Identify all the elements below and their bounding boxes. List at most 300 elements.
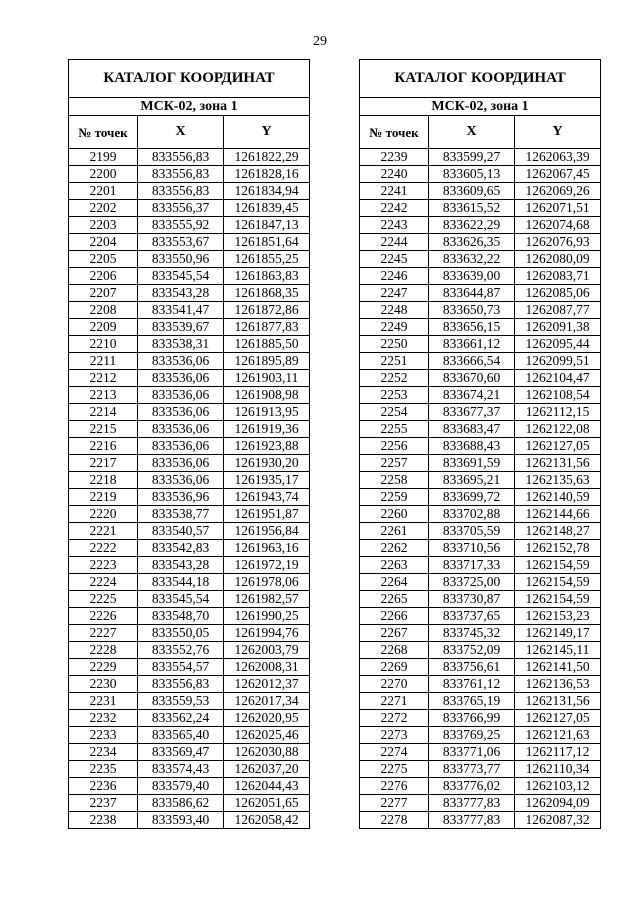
point-number-cell: 2251 xyxy=(360,353,429,370)
x-coordinate-cell: 833765,19 xyxy=(429,693,515,710)
y-coordinate-cell: 1262008,31 xyxy=(224,659,310,676)
point-number-cell: 2265 xyxy=(360,591,429,608)
table-row xyxy=(69,676,310,693)
point-number-cell: 2250 xyxy=(360,336,429,353)
x-coordinate-cell: 833677,37 xyxy=(429,404,515,421)
table-row xyxy=(360,812,601,829)
point-number-cell: 2252 xyxy=(360,370,429,387)
point-number-cell: 2203 xyxy=(69,217,138,234)
point-number-cell: 2201 xyxy=(69,183,138,200)
table-row xyxy=(360,285,601,302)
y-coordinate-cell: 1262127,05 xyxy=(515,710,601,727)
point-number-cell: 2214 xyxy=(69,404,138,421)
table-row xyxy=(69,761,310,778)
x-coordinate-cell: 833776,02 xyxy=(429,778,515,795)
y-coordinate-cell: 1262085,06 xyxy=(515,285,601,302)
table-row xyxy=(360,744,601,761)
y-coordinate-cell: 1262149,17 xyxy=(515,625,601,642)
point-number-cell: 2274 xyxy=(360,744,429,761)
point-number-cell: 2208 xyxy=(69,302,138,319)
point-number-cell: 2264 xyxy=(360,574,429,591)
x-coordinate-cell: 833593,40 xyxy=(138,812,224,829)
point-number-cell: 2225 xyxy=(69,591,138,608)
table-row xyxy=(360,693,601,710)
table-row xyxy=(69,370,310,387)
point-number-cell: 2230 xyxy=(69,676,138,693)
x-coordinate-cell: 833725,00 xyxy=(429,574,515,591)
point-number-cell: 2210 xyxy=(69,336,138,353)
x-coordinate-cell: 833702,88 xyxy=(429,506,515,523)
point-number-cell: 2199 xyxy=(69,149,138,166)
x-coordinate-cell: 833542,83 xyxy=(138,540,224,557)
table-row xyxy=(360,710,601,727)
x-coordinate-cell: 833644,87 xyxy=(429,285,515,302)
table-row xyxy=(360,319,601,336)
catalog-body xyxy=(360,149,601,829)
table-row xyxy=(360,540,601,557)
x-coordinate-cell: 833688,43 xyxy=(429,438,515,455)
table-row xyxy=(360,234,601,251)
x-coordinate-cell: 833695,21 xyxy=(429,472,515,489)
y-coordinate-cell: 1261855,25 xyxy=(224,251,310,268)
y-coordinate-cell: 1262087,32 xyxy=(515,812,601,829)
point-number-cell: 2229 xyxy=(69,659,138,676)
x-coordinate-cell: 833579,40 xyxy=(138,778,224,795)
y-coordinate-cell: 1261956,84 xyxy=(224,523,310,540)
y-coordinate-cell: 1262063,39 xyxy=(515,149,601,166)
x-coordinate-cell: 833737,65 xyxy=(429,608,515,625)
y-coordinate-cell: 1262012,37 xyxy=(224,676,310,693)
table-row xyxy=(360,608,601,625)
x-coordinate-cell: 833639,00 xyxy=(429,268,515,285)
table-row xyxy=(69,455,310,472)
x-coordinate-cell: 833536,06 xyxy=(138,455,224,472)
table-row xyxy=(360,489,601,506)
x-coordinate-cell: 833536,06 xyxy=(138,472,224,489)
x-coordinate-cell: 833773,77 xyxy=(429,761,515,778)
y-coordinate-cell: 1261847,13 xyxy=(224,217,310,234)
point-number-cell: 2248 xyxy=(360,302,429,319)
table-row xyxy=(360,523,601,540)
table-row xyxy=(69,268,310,285)
point-number-cell: 2200 xyxy=(69,166,138,183)
x-coordinate-cell: 833536,06 xyxy=(138,421,224,438)
table-row xyxy=(360,166,601,183)
x-coordinate-cell: 833605,13 xyxy=(429,166,515,183)
table-row xyxy=(360,336,601,353)
x-coordinate-cell: 833674,21 xyxy=(429,387,515,404)
point-number-cell: 2220 xyxy=(69,506,138,523)
table-row xyxy=(69,693,310,710)
y-coordinate-cell: 1261863,83 xyxy=(224,268,310,285)
y-coordinate-cell: 1262083,71 xyxy=(515,268,601,285)
point-number-cell: 2232 xyxy=(69,710,138,727)
y-coordinate-cell: 1262087,77 xyxy=(515,302,601,319)
table-row xyxy=(360,557,601,574)
catalog-title: КАТАЛОГ КООРДИНАТ xyxy=(360,60,601,98)
y-coordinate-cell: 1261839,45 xyxy=(224,200,310,217)
y-coordinate-cell: 1262145,11 xyxy=(515,642,601,659)
table-row xyxy=(360,387,601,404)
table-row xyxy=(360,268,601,285)
table-row xyxy=(69,744,310,761)
x-coordinate-cell: 833556,37 xyxy=(138,200,224,217)
point-number-cell: 2219 xyxy=(69,489,138,506)
y-coordinate-cell: 1261930,20 xyxy=(224,455,310,472)
y-coordinate-cell: 1262094,09 xyxy=(515,795,601,812)
x-coordinate-cell: 833536,06 xyxy=(138,438,224,455)
x-coordinate-cell: 833536,06 xyxy=(138,370,224,387)
point-number-cell: 2218 xyxy=(69,472,138,489)
y-coordinate-cell: 1262152,78 xyxy=(515,540,601,557)
x-coordinate-cell: 833691,59 xyxy=(429,455,515,472)
point-number-cell: 2231 xyxy=(69,693,138,710)
point-number-cell: 2277 xyxy=(360,795,429,812)
x-coordinate-cell: 833562,24 xyxy=(138,710,224,727)
y-coordinate-cell: 1262140,59 xyxy=(515,489,601,506)
point-number-cell: 2257 xyxy=(360,455,429,472)
table-row xyxy=(360,251,601,268)
x-coordinate-cell: 833536,06 xyxy=(138,353,224,370)
column-header-x: X xyxy=(429,116,515,149)
point-number-cell: 2239 xyxy=(360,149,429,166)
y-coordinate-cell: 1262030,88 xyxy=(224,744,310,761)
point-number-cell: 2221 xyxy=(69,523,138,540)
y-coordinate-cell: 1261834,94 xyxy=(224,183,310,200)
x-coordinate-cell: 833559,53 xyxy=(138,693,224,710)
point-number-cell: 2270 xyxy=(360,676,429,693)
x-coordinate-cell: 833541,47 xyxy=(138,302,224,319)
table-row xyxy=(69,642,310,659)
y-coordinate-cell: 1261872,86 xyxy=(224,302,310,319)
point-number-cell: 2260 xyxy=(360,506,429,523)
table-row xyxy=(69,795,310,812)
point-number-cell: 2204 xyxy=(69,234,138,251)
table-row xyxy=(69,421,310,438)
point-number-cell: 2238 xyxy=(69,812,138,829)
point-number-cell: 2263 xyxy=(360,557,429,574)
x-coordinate-cell: 833539,67 xyxy=(138,319,224,336)
y-coordinate-cell: 1262044,43 xyxy=(224,778,310,795)
y-coordinate-cell: 1262067,45 xyxy=(515,166,601,183)
x-coordinate-cell: 833538,31 xyxy=(138,336,224,353)
table-row xyxy=(360,795,601,812)
x-coordinate-cell: 833656,15 xyxy=(429,319,515,336)
point-number-cell: 2254 xyxy=(360,404,429,421)
coordinate-catalog-right xyxy=(359,59,601,829)
x-coordinate-cell: 833752,09 xyxy=(429,642,515,659)
x-coordinate-cell: 833550,05 xyxy=(138,625,224,642)
catalog-title: КАТАЛОГ КООРДИНАТ xyxy=(69,60,310,98)
table-row xyxy=(360,302,601,319)
point-number-cell: 2278 xyxy=(360,812,429,829)
y-coordinate-cell: 1262104,47 xyxy=(515,370,601,387)
x-coordinate-cell: 833538,77 xyxy=(138,506,224,523)
coordinate-system-zone: МСК-02, зона 1 xyxy=(69,98,310,116)
table-row xyxy=(360,506,601,523)
point-number-cell: 2272 xyxy=(360,710,429,727)
table-row xyxy=(360,659,601,676)
x-coordinate-cell: 833548,70 xyxy=(138,608,224,625)
table-row xyxy=(360,472,601,489)
x-coordinate-cell: 833553,67 xyxy=(138,234,224,251)
point-number-cell: 2227 xyxy=(69,625,138,642)
x-coordinate-cell: 833666,54 xyxy=(429,353,515,370)
y-coordinate-cell: 1262076,93 xyxy=(515,234,601,251)
y-coordinate-cell: 1262148,27 xyxy=(515,523,601,540)
column-header-y: Y xyxy=(224,116,310,149)
point-number-cell: 2249 xyxy=(360,319,429,336)
coordinate-system-zone: МСК-02, зона 1 xyxy=(360,98,601,116)
x-coordinate-cell: 833615,52 xyxy=(429,200,515,217)
table-row xyxy=(69,285,310,302)
x-coordinate-cell: 833766,99 xyxy=(429,710,515,727)
y-coordinate-cell: 1261972,19 xyxy=(224,557,310,574)
x-coordinate-cell: 833545,54 xyxy=(138,591,224,608)
point-number-cell: 2262 xyxy=(360,540,429,557)
point-number-cell: 2246 xyxy=(360,268,429,285)
table-row xyxy=(69,778,310,795)
y-coordinate-cell: 1262122,08 xyxy=(515,421,601,438)
y-coordinate-cell: 1262003,79 xyxy=(224,642,310,659)
point-number-cell: 2255 xyxy=(360,421,429,438)
y-coordinate-cell: 1262080,09 xyxy=(515,251,601,268)
point-number-cell: 2234 xyxy=(69,744,138,761)
x-coordinate-cell: 833771,06 xyxy=(429,744,515,761)
y-coordinate-cell: 1261903,11 xyxy=(224,370,310,387)
y-coordinate-cell: 1261877,83 xyxy=(224,319,310,336)
table-row xyxy=(360,200,601,217)
point-number-cell: 2247 xyxy=(360,285,429,302)
point-number-cell: 2273 xyxy=(360,727,429,744)
y-coordinate-cell: 1261913,95 xyxy=(224,404,310,421)
table-row xyxy=(69,387,310,404)
x-coordinate-cell: 833661,12 xyxy=(429,336,515,353)
x-coordinate-cell: 833556,83 xyxy=(138,676,224,693)
x-coordinate-cell: 833556,83 xyxy=(138,149,224,166)
coordinate-catalog-left xyxy=(68,59,310,829)
point-number-cell: 2253 xyxy=(360,387,429,404)
table-row xyxy=(360,574,601,591)
table-row xyxy=(360,353,601,370)
x-coordinate-cell: 833609,65 xyxy=(429,183,515,200)
x-coordinate-cell: 833705,59 xyxy=(429,523,515,540)
point-number-cell: 2245 xyxy=(360,251,429,268)
y-coordinate-cell: 1261951,87 xyxy=(224,506,310,523)
x-coordinate-cell: 833556,83 xyxy=(138,166,224,183)
x-coordinate-cell: 833710,56 xyxy=(429,540,515,557)
table-row xyxy=(360,761,601,778)
y-coordinate-cell: 1262154,59 xyxy=(515,557,601,574)
x-coordinate-cell: 833543,28 xyxy=(138,285,224,302)
y-coordinate-cell: 1262135,63 xyxy=(515,472,601,489)
y-coordinate-cell: 1261943,74 xyxy=(224,489,310,506)
y-coordinate-cell: 1262037,20 xyxy=(224,761,310,778)
y-coordinate-cell: 1262153,23 xyxy=(515,608,601,625)
table-row xyxy=(69,710,310,727)
table-row xyxy=(360,217,601,234)
table-row xyxy=(69,472,310,489)
x-coordinate-cell: 833683,47 xyxy=(429,421,515,438)
table-row xyxy=(69,149,310,166)
point-number-cell: 2237 xyxy=(69,795,138,812)
table-row xyxy=(360,642,601,659)
y-coordinate-cell: 1261822,29 xyxy=(224,149,310,166)
point-number-cell: 2202 xyxy=(69,200,138,217)
y-coordinate-cell: 1262141,50 xyxy=(515,659,601,676)
x-coordinate-cell: 833761,12 xyxy=(429,676,515,693)
point-number-cell: 2217 xyxy=(69,455,138,472)
column-header-point-number: № точек xyxy=(69,116,138,149)
point-number-cell: 2271 xyxy=(360,693,429,710)
x-coordinate-cell: 833699,72 xyxy=(429,489,515,506)
point-number-cell: 2261 xyxy=(360,523,429,540)
table-row xyxy=(360,676,601,693)
point-number-cell: 2240 xyxy=(360,166,429,183)
table-row xyxy=(69,438,310,455)
x-coordinate-cell: 833565,40 xyxy=(138,727,224,744)
y-coordinate-cell: 1262136,53 xyxy=(515,676,601,693)
table-row xyxy=(360,183,601,200)
table-row xyxy=(69,489,310,506)
y-coordinate-cell: 1262144,66 xyxy=(515,506,601,523)
point-number-cell: 2243 xyxy=(360,217,429,234)
y-coordinate-cell: 1262154,59 xyxy=(515,591,601,608)
y-coordinate-cell: 1262095,44 xyxy=(515,336,601,353)
point-number-cell: 2275 xyxy=(360,761,429,778)
point-number-cell: 2258 xyxy=(360,472,429,489)
table-row xyxy=(69,812,310,829)
point-number-cell: 2222 xyxy=(69,540,138,557)
x-coordinate-cell: 833586,62 xyxy=(138,795,224,812)
x-coordinate-cell: 833536,06 xyxy=(138,404,224,421)
y-coordinate-cell: 1261994,76 xyxy=(224,625,310,642)
table-row xyxy=(360,438,601,455)
point-number-cell: 2205 xyxy=(69,251,138,268)
table-row xyxy=(360,455,601,472)
y-coordinate-cell: 1262131,56 xyxy=(515,693,601,710)
y-coordinate-cell: 1262121,63 xyxy=(515,727,601,744)
x-coordinate-cell: 833554,57 xyxy=(138,659,224,676)
table-row xyxy=(69,234,310,251)
point-number-cell: 2213 xyxy=(69,387,138,404)
y-coordinate-cell: 1261868,35 xyxy=(224,285,310,302)
table-row xyxy=(69,336,310,353)
table-row xyxy=(69,251,310,268)
column-header-y: Y xyxy=(515,116,601,149)
y-coordinate-cell: 1262017,34 xyxy=(224,693,310,710)
point-number-cell: 2206 xyxy=(69,268,138,285)
y-coordinate-cell: 1262117,12 xyxy=(515,744,601,761)
point-number-cell: 2236 xyxy=(69,778,138,795)
x-coordinate-cell: 833670,60 xyxy=(429,370,515,387)
point-number-cell: 2242 xyxy=(360,200,429,217)
y-coordinate-cell: 1261885,50 xyxy=(224,336,310,353)
table-row xyxy=(360,778,601,795)
x-coordinate-cell: 833550,96 xyxy=(138,251,224,268)
y-coordinate-cell: 1262069,26 xyxy=(515,183,601,200)
column-header-x: X xyxy=(138,116,224,149)
y-coordinate-cell: 1261963,16 xyxy=(224,540,310,557)
point-number-cell: 2215 xyxy=(69,421,138,438)
x-coordinate-cell: 833536,06 xyxy=(138,387,224,404)
y-coordinate-cell: 1262110,34 xyxy=(515,761,601,778)
x-coordinate-cell: 833756,61 xyxy=(429,659,515,676)
y-coordinate-cell: 1261919,36 xyxy=(224,421,310,438)
table-row xyxy=(69,166,310,183)
x-coordinate-cell: 833545,54 xyxy=(138,268,224,285)
y-coordinate-cell: 1261990,25 xyxy=(224,608,310,625)
x-coordinate-cell: 833555,92 xyxy=(138,217,224,234)
table-row xyxy=(69,353,310,370)
point-number-cell: 2226 xyxy=(69,608,138,625)
table-row xyxy=(360,370,601,387)
point-number-cell: 2207 xyxy=(69,285,138,302)
x-coordinate-cell: 833777,83 xyxy=(429,812,515,829)
table-row xyxy=(69,183,310,200)
column-header-point-number: № точек xyxy=(360,116,429,149)
y-coordinate-cell: 1262131,56 xyxy=(515,455,601,472)
x-coordinate-cell: 833632,22 xyxy=(429,251,515,268)
table-row xyxy=(69,625,310,642)
point-number-cell: 2211 xyxy=(69,353,138,370)
table-row xyxy=(360,404,601,421)
y-coordinate-cell: 1261828,16 xyxy=(224,166,310,183)
point-number-cell: 2276 xyxy=(360,778,429,795)
point-number-cell: 2228 xyxy=(69,642,138,659)
table-row xyxy=(69,591,310,608)
point-number-cell: 2233 xyxy=(69,727,138,744)
x-coordinate-cell: 833599,27 xyxy=(429,149,515,166)
x-coordinate-cell: 833769,25 xyxy=(429,727,515,744)
table-row xyxy=(69,506,310,523)
y-coordinate-cell: 1261851,64 xyxy=(224,234,310,251)
y-coordinate-cell: 1262051,65 xyxy=(224,795,310,812)
y-coordinate-cell: 1262103,12 xyxy=(515,778,601,795)
table-row xyxy=(360,591,601,608)
table-row xyxy=(69,200,310,217)
point-number-cell: 2212 xyxy=(69,370,138,387)
point-number-cell: 2266 xyxy=(360,608,429,625)
table-row xyxy=(69,574,310,591)
x-coordinate-cell: 833626,35 xyxy=(429,234,515,251)
table-row xyxy=(360,625,601,642)
x-coordinate-cell: 833717,33 xyxy=(429,557,515,574)
y-coordinate-cell: 1261923,88 xyxy=(224,438,310,455)
y-coordinate-cell: 1262091,38 xyxy=(515,319,601,336)
point-number-cell: 2241 xyxy=(360,183,429,200)
x-coordinate-cell: 833745,32 xyxy=(429,625,515,642)
y-coordinate-cell: 1261895,89 xyxy=(224,353,310,370)
table-row xyxy=(360,149,601,166)
x-coordinate-cell: 833622,29 xyxy=(429,217,515,234)
y-coordinate-cell: 1262127,05 xyxy=(515,438,601,455)
table-row xyxy=(69,404,310,421)
table-row xyxy=(69,540,310,557)
y-coordinate-cell: 1261935,17 xyxy=(224,472,310,489)
y-coordinate-cell: 1261982,57 xyxy=(224,591,310,608)
x-coordinate-cell: 833556,83 xyxy=(138,183,224,200)
table-row xyxy=(69,302,310,319)
point-number-cell: 2216 xyxy=(69,438,138,455)
point-number-cell: 2224 xyxy=(69,574,138,591)
x-coordinate-cell: 833552,76 xyxy=(138,642,224,659)
x-coordinate-cell: 833540,57 xyxy=(138,523,224,540)
table-row xyxy=(69,727,310,744)
table-row xyxy=(69,659,310,676)
y-coordinate-cell: 1262058,42 xyxy=(224,812,310,829)
point-number-cell: 2269 xyxy=(360,659,429,676)
